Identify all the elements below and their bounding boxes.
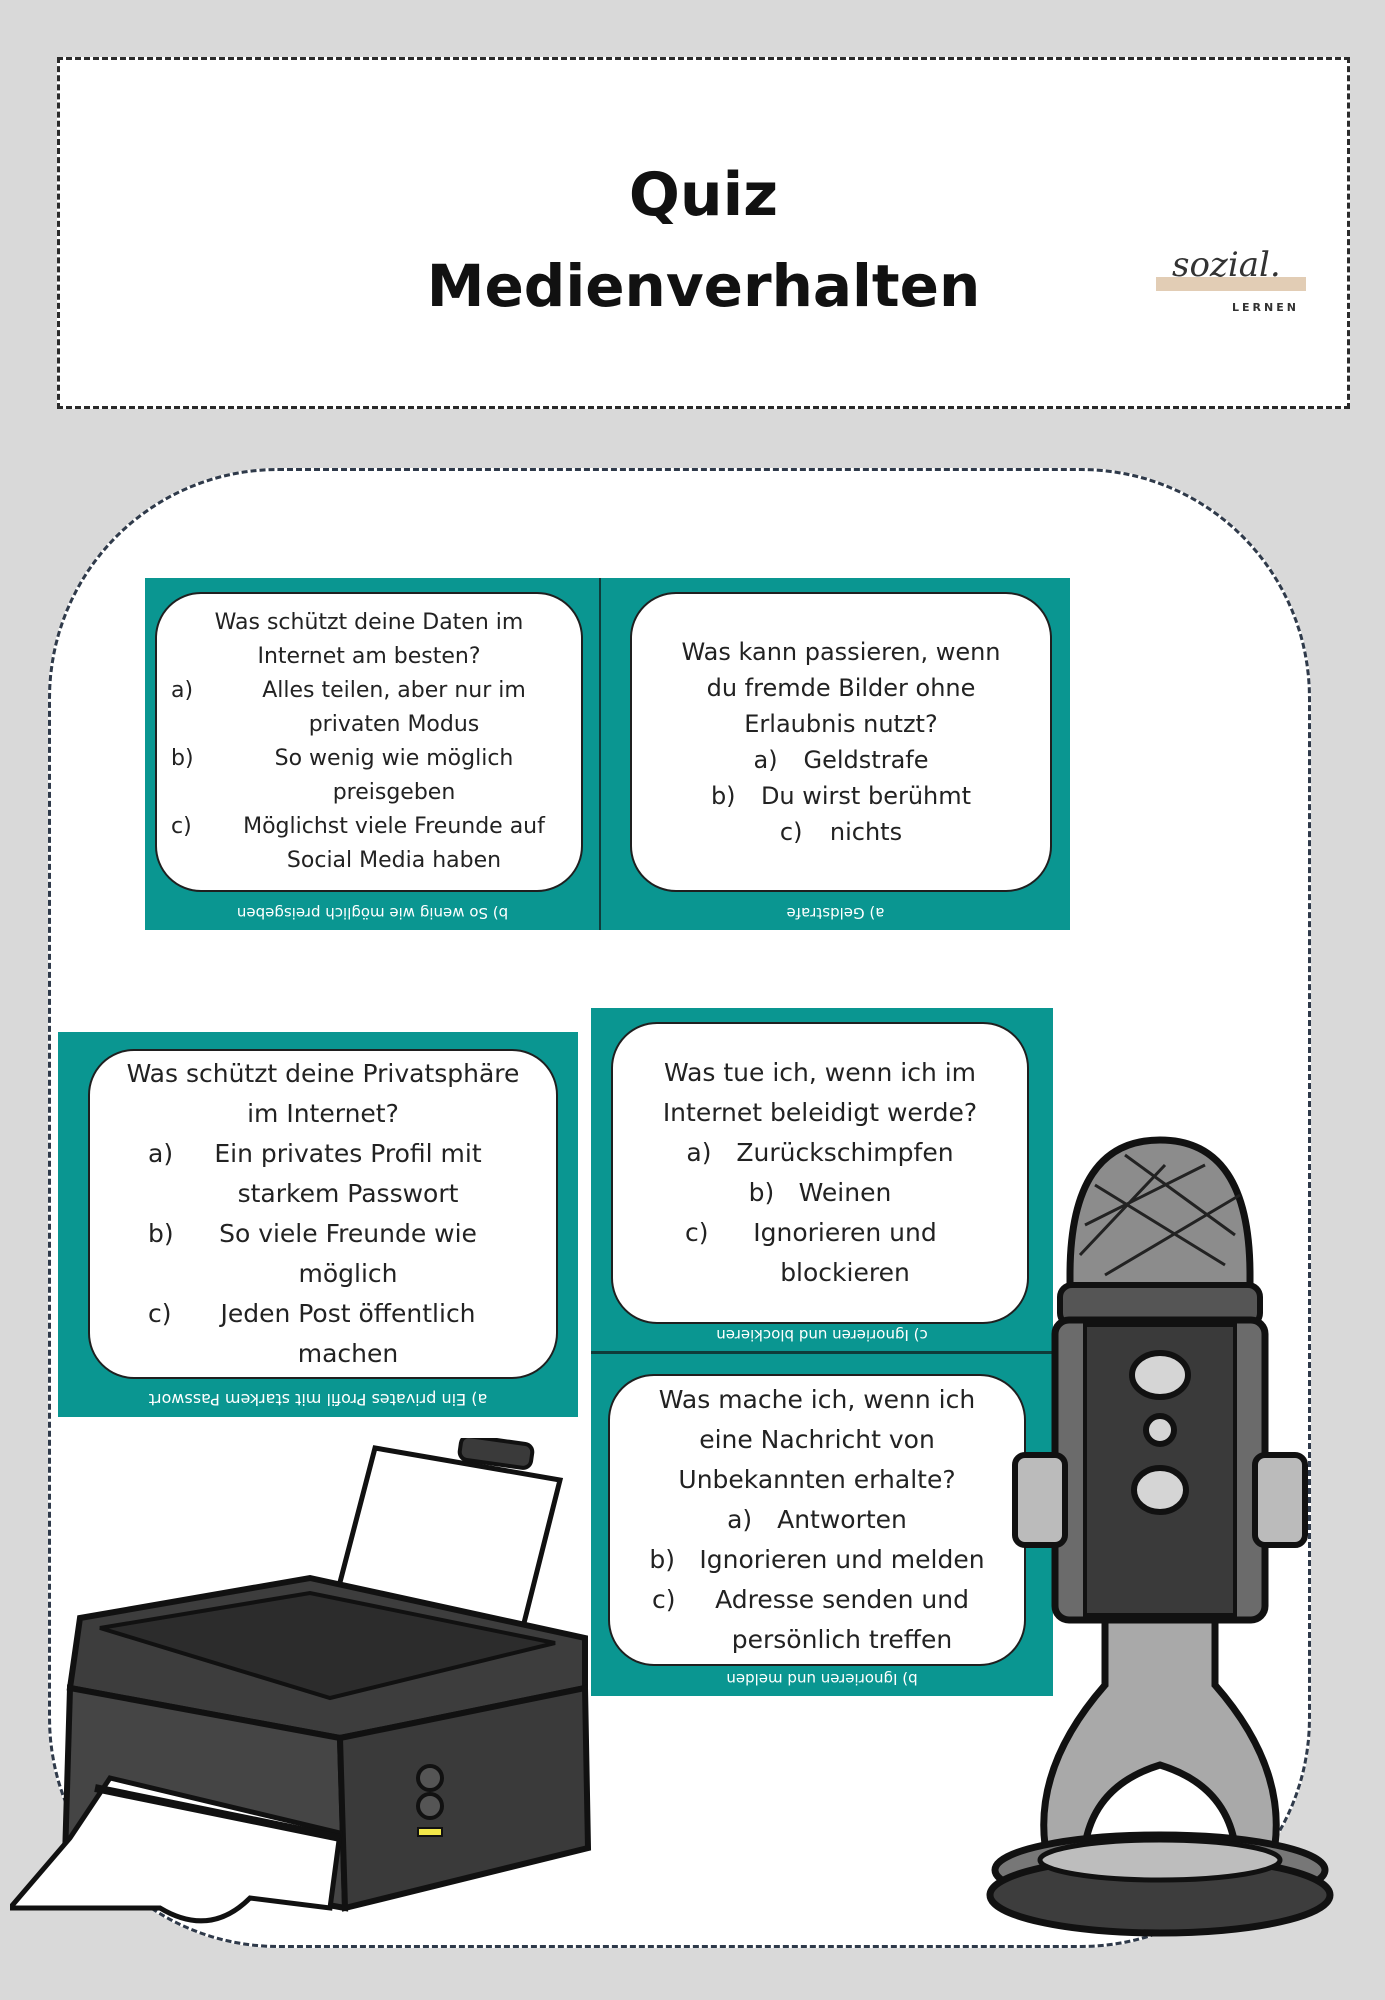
page-subtitle: Medienverhalten (426, 252, 981, 320)
card-2-answer-upside-down: a) Geldstrafe (786, 904, 885, 922)
option-text: Du wirst berühmt (760, 782, 972, 810)
option-text: Adresse senden und persönlich treffen (715, 1585, 969, 1654)
card-2-question: Was kann passieren, wenn du fremde Bilder ohne Erlaubnis nutzt? (681, 638, 1001, 738)
quiz-card-5 (591, 1354, 1053, 1696)
option-text: nichts (829, 818, 903, 846)
option-letter: c) (148, 1299, 172, 1328)
card-5-option-c (652, 1580, 982, 1660)
option-text: Ignorieren und melden (699, 1545, 985, 1574)
card-4-option-c (685, 1213, 955, 1293)
card-3-option-c (148, 1294, 498, 1374)
quiz-card-2 (601, 578, 1070, 930)
option-text: Zurückschimpfen (736, 1138, 954, 1167)
card-2-option-b (711, 778, 971, 814)
printer-illustration (10, 1438, 600, 1940)
option-letter: a) (171, 678, 194, 703)
card-3-question: Was schützt deine Privatsphäre im Internet? (126, 1059, 520, 1128)
option-letter: a) (686, 1138, 712, 1167)
option-letter: a) (727, 1505, 753, 1534)
page-title: Quiz (628, 160, 779, 230)
quiz-card-4-body (611, 1022, 1029, 1324)
option-letter: c) (652, 1585, 676, 1614)
card-5-question: Was mache ich, wenn ich eine Nachricht von Unbekannten erhalte? (658, 1385, 976, 1494)
card-3-option-b (148, 1214, 498, 1294)
option-letter: c) (171, 814, 192, 839)
card-2-option-a (754, 742, 929, 778)
card-1-option-c (171, 810, 567, 878)
option-text: Alles teilen, aber nur im privaten Modus (262, 678, 526, 737)
option-text: Antworten (777, 1505, 907, 1534)
card-1-question: Was schützt deine Daten im Internet am besten? (214, 610, 524, 669)
card-3-answer-upside-down: a) Ein privates Profil mit starkem Passwort (148, 1390, 488, 1409)
option-letter: a) (753, 746, 778, 774)
card-5-answer-upside-down: b) Ignorieren und melden (726, 1670, 918, 1688)
sozial-lernen-logo (1150, 215, 1310, 315)
card-1-option-b (171, 742, 567, 810)
quiz-card-2-body (630, 592, 1052, 892)
card-4-answer-upside-down: c) Ignorieren und blockieren (716, 1326, 928, 1344)
option-text: So viele Freunde wie möglich (219, 1219, 477, 1288)
card-5-option-b (649, 1540, 984, 1580)
card-1-option-a (171, 674, 567, 742)
option-text: Weinen (798, 1178, 892, 1207)
card-4-option-b (749, 1173, 892, 1213)
option-text: Möglichst viele Freunde auf Social Media haben (243, 814, 545, 873)
option-letter: b) (649, 1545, 676, 1574)
quiz-card-3-body (88, 1049, 558, 1379)
option-letter: b) (171, 746, 194, 771)
option-letter: b) (748, 1178, 775, 1207)
quiz-card-4 (591, 1008, 1053, 1352)
microphone-illustration (985, 1125, 1335, 1975)
option-text: So wenig wie möglich preisgeben (274, 746, 514, 805)
option-text: Jeden Post öffentlich machen (220, 1299, 476, 1368)
option-letter: c) (685, 1218, 709, 1247)
quiz-card-3 (58, 1032, 578, 1417)
option-letter: b) (148, 1219, 174, 1248)
option-text: Geldstrafe (803, 746, 929, 774)
card-4-question: Was tue ich, wenn ich im Internet beleidigt werde? (662, 1058, 978, 1127)
option-text: Ignorieren und blockieren (753, 1218, 937, 1287)
card-4-option-a (686, 1133, 953, 1173)
option-letter: b) (710, 782, 736, 810)
quiz-card-1 (145, 578, 600, 930)
logo-script-text: sozial. (1172, 245, 1281, 285)
card-1-answer-upside-down: b) So wenig wie möglich preisgeben (236, 904, 509, 922)
card-5-option-a (727, 1500, 907, 1540)
logo-subtext: LERNEN (1232, 301, 1299, 314)
quiz-card-1-body (155, 592, 583, 892)
option-text: Ein privates Profil mit starkem Passwort (214, 1139, 482, 1208)
card-2-option-c (780, 814, 902, 850)
quiz-card-5-body (608, 1374, 1026, 1666)
card-3-option-a (148, 1134, 498, 1214)
option-letter: c) (779, 818, 803, 846)
option-letter: a) (148, 1139, 174, 1168)
